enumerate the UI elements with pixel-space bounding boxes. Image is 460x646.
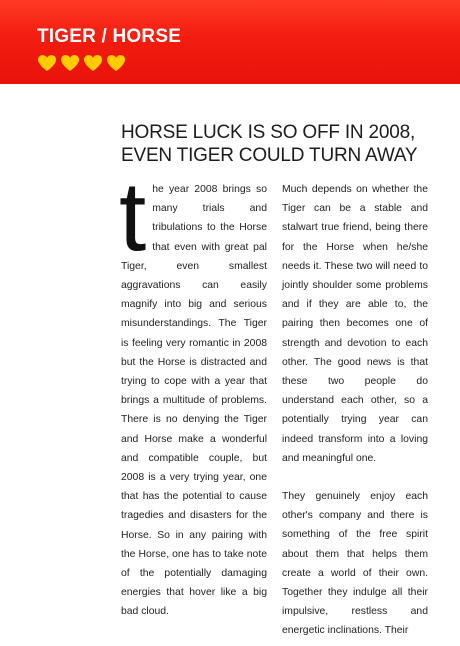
heart-icon — [60, 54, 80, 72]
heart-rating — [37, 54, 126, 72]
paragraph: Much depends on whether the Tiger can be a stable and stalwart true friend, being there for the Horse when he/she needs it. These two will need to jointly shoulder some problems and if they are able to, the pairing then becomes one of strength and devotion to each other. The good news is that these two people do understand each other, so a potentially trying year can indeed transform into a loving and meaningful one. — [282, 184, 428, 464]
header-bar — [0, 0, 460, 84]
headline-line-2: EVEN TIGER COULD TURN AWAY — [121, 145, 418, 166]
heart-icon — [83, 54, 103, 72]
paragraph-text: he year 2008 brings so many trials and tribulations to the Horse that even with great pal Tiger, even smallest aggravations can easily magnify into big and serious misunderstandings. The Tiger is feeling very romantic in 2008 but the Horse is distracted and trying to cope with a year that brings a multitude of problems. There is no denying the Tiger and Horse make a wonderful and compatible couple, but 2008 is a very trying year, one that has the potential to cause tragedies and disasters for the Horse. So in any pairing with the Horse, one has to take note of the potentially damaging energies that hover like a big bad cloud. — [121, 184, 267, 618]
article-column-right — [282, 180, 428, 641]
paragraph — [119, 161, 267, 622]
article-column-left — [119, 161, 267, 622]
section-title: TIGER / HORSE — [37, 26, 182, 47]
drop-cap: t — [119, 161, 147, 271]
article-headline — [121, 121, 441, 167]
paragraph: They genuinely enjoy each other's company and there is something of the free spirit about them that helps them create a world of their own. Together they indulge all their impulsive, restless and energetic inclinations. Their — [282, 491, 428, 637]
heart-icon — [106, 54, 126, 72]
heart-icon — [37, 54, 57, 72]
headline-line-1: HORSE LUCK IS SO OFF IN 2008, — [121, 122, 416, 143]
